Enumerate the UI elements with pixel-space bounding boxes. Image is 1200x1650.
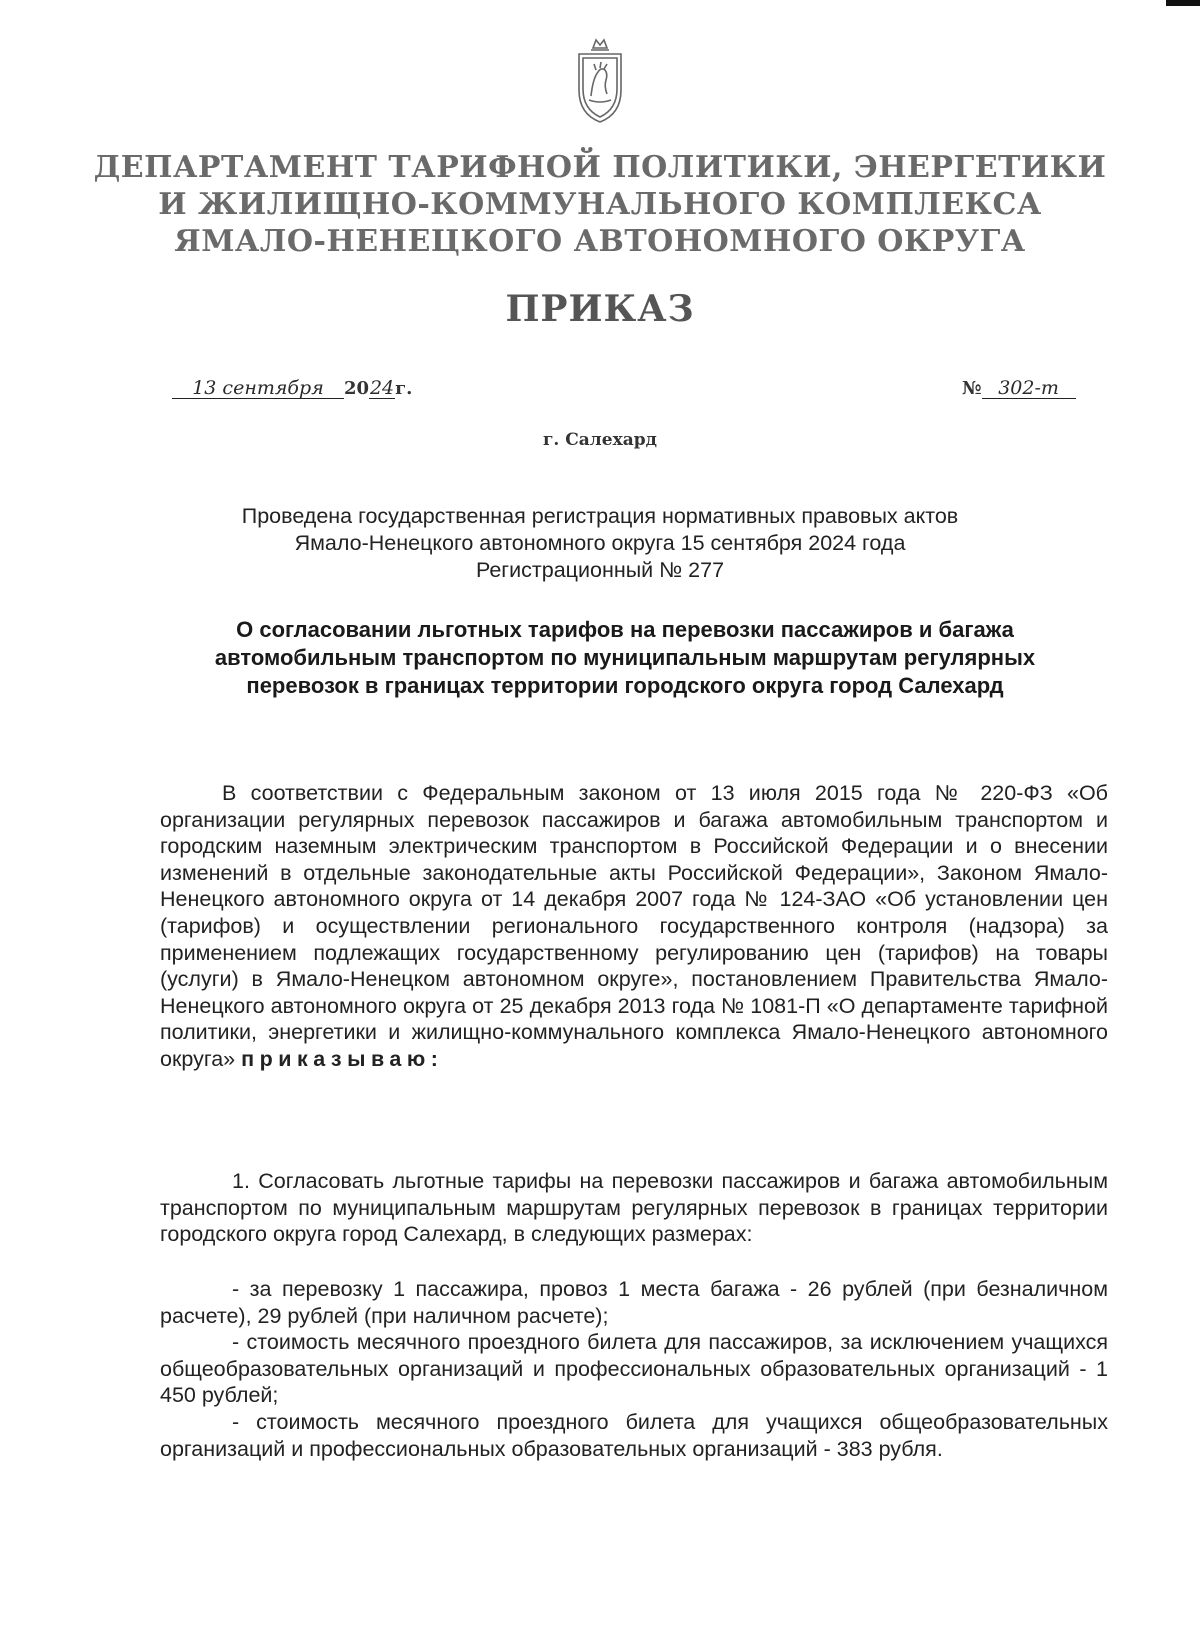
tariff-bullet-single-fare: - за перевозку 1 пассажира, провоз 1 места багажа - 26 рублей (при безналичном расчете), 29 рублей (при наличном расчете); [160,1277,1108,1328]
scan-corner-mark [1166,0,1200,6]
order-date-year-suffix: 24 [369,377,395,399]
department-name-line-2: И ЖИЛИЩНО-КОММУНАЛЬНОГО КОМПЛЕКСА [158,187,1042,222]
order-date-day-month: 13 сентября [172,378,344,399]
order-subject-heading: О согласовании льготных тарифов на перевозки пассажиров и багажа автомобильным транспортом по муниципальным маршрутам регулярных перевозок в границах территории городского округа город Салехард [214,617,1036,698]
order-number [962,378,1076,399]
registration-note-line-3: Регистрационный № 277 [475,558,725,582]
order-number-label: № [962,378,982,399]
tariff-bullet-student-pass: - стоимость месячного проездного билета для учащихся общеобразовательных организаций и профессиональных образовательных организаций - 383 рубля. [160,1410,1108,1461]
order-number-value: 302-т [982,378,1076,399]
coat-of-arms-emblem [571,34,629,126]
order-date-year-mark: г. [395,378,413,399]
item-1-paragraph: 1. Согласовать льготные тарифы на перевозки пассажиров и багажа автомобильным транспортом по муниципальным маршрутам регулярных перевозок в границах территории городского округа город Салехард, в следующих размерах: [160,1169,1108,1247]
registration-note [0,503,1200,584]
order-date [172,378,412,399]
department-name-line-1: ДЕПАРТАМЕНТ ТАРИФНОЙ ПОЛИТИКИ, ЭНЕРГЕТИКИ [93,150,1107,185]
preamble-paragraph [160,780,1108,1073]
tariff-bullet-monthly-pass: - стоимость месячного проездного билета для пассажиров, за исключением учащихся общеобразовательных организаций и профессиональных образовательных организаций - 1 450 рублей; [160,1330,1108,1408]
order-date-year-prefix: 20 [344,378,370,399]
registration-note-line-1: Проведена государственная регистрация нормативных правовых актов [241,504,959,528]
issue-city: г. Салехард [543,430,657,450]
department-name-line-3: ЯМАЛО-НЕНЕЦКОГО АВТОНОМНОГО ОКРУГА [174,224,1026,259]
preamble-text: В соответствии с Федеральным законом от 13 июля 2015 года № 220-ФЗ «Об организации регулярных перевозок пассажиров и багажа автомобильным транспортом и городским наземным электрическим транспортом в Российской Федерации и о внесении изменений в отдельные законодательные акты Российской Федерации», Законом Ямало-Ненецкого автономного округа от 14 декабря 2007 года № 124-ЗАО «Об установлении цен (тарифов) и осуществлении регионального государственного контроля (надзора) за применением подлежащих государственному регулированию цен (тарифов) на товары (услуги) в Ямало-Ненецком автономном округе», постановлением Правительства Ямало-Ненецкого автономного округа от 25 декабря 2013 года № 1081-П «О департаменте тарифной политики, энергетики и жилищно-коммунального комплекса Ямало-Ненецкого автономного округа» [160,781,1108,1071]
decree-word: приказываю: [241,1046,444,1071]
registration-note-line-2: Ямало-Ненецкого автономного округа 15 сентября 2024 года [294,531,906,555]
document-type-title: ПРИКАЗ [505,288,695,330]
